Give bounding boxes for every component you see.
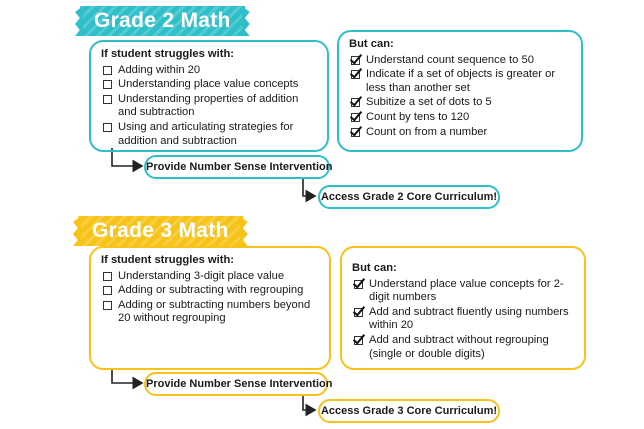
list-item: Indicate if a set of objects is greater or less than another set <box>349 68 571 95</box>
grade3-struggles-list <box>101 270 319 326</box>
grade2-can-heading: But can: <box>349 38 394 50</box>
empty-checkbox-icon <box>103 123 112 132</box>
list-item: Count by tens to 120 <box>349 111 571 125</box>
grade3-struggles-heading: If student struggles with: <box>101 254 235 266</box>
list-item: Understand place value concepts for 2-digit numbers <box>352 278 574 305</box>
grade3-can-list <box>352 278 574 362</box>
list-item: Adding within 20 <box>101 64 317 78</box>
grade3-can-box <box>340 246 586 370</box>
grade3-struggles-box <box>89 246 331 370</box>
list-item: Add and subtract without regrouping (single or double digits) <box>352 334 574 361</box>
checked-box-icon <box>351 56 360 65</box>
grade3-curriculum-arrow <box>303 396 315 410</box>
grade3-can-heading: But can: <box>352 262 397 274</box>
grade2-can-list <box>349 54 571 140</box>
checked-box-icon <box>354 336 363 345</box>
empty-checkbox-icon <box>103 272 112 281</box>
grade2-struggles-list <box>101 64 317 149</box>
list-item: Add and subtract fluently using numbers within 20 <box>352 306 574 333</box>
empty-checkbox-icon <box>103 80 112 89</box>
grade3-intervention-arrow <box>112 369 142 383</box>
empty-checkbox-icon <box>103 301 112 310</box>
checked-box-icon <box>351 128 360 137</box>
grade2-struggles-box <box>89 40 329 152</box>
grade2-can-box <box>337 30 583 152</box>
checked-box-icon <box>351 113 360 122</box>
grade2-title: Grade 2 Math <box>94 9 231 32</box>
list-item: Understanding place value concepts <box>101 78 317 92</box>
list-item: Adding or subtracting with regrouping <box>101 284 319 298</box>
checked-box-icon <box>351 98 360 107</box>
list-item: Understanding 3-digit place value <box>101 270 319 284</box>
grade2-curriculum-arrow <box>303 178 315 196</box>
grade3-title-banner <box>78 216 243 246</box>
grade2-title-banner <box>80 6 245 36</box>
list-item: Adding or subtracting numbers beyond 20 without regrouping <box>101 299 319 326</box>
grade2-curriculum-pill: Access Grade 2 Core Curriculum! <box>318 185 500 209</box>
list-item: Count on from a number <box>349 126 571 140</box>
checked-box-icon <box>354 308 363 317</box>
empty-checkbox-icon <box>103 66 112 75</box>
grade2-struggles-heading: If student struggles with: <box>101 48 235 60</box>
grade2-intervention-pill: Provide Number Sense Intervention <box>144 155 330 179</box>
list-item: Understand count sequence to 50 <box>349 54 571 68</box>
checked-box-icon <box>354 280 363 289</box>
empty-checkbox-icon <box>103 95 112 104</box>
list-item: Subitize a set of dots to 5 <box>349 96 571 110</box>
checked-box-icon <box>351 70 360 79</box>
empty-checkbox-icon <box>103 286 112 295</box>
grade3-curriculum-pill: Access Grade 3 Core Curriculum! <box>318 399 500 423</box>
list-item: Using and articulating strategies for addition and subtraction <box>101 121 317 148</box>
list-item: Understanding properties of addition and subtraction <box>101 93 317 120</box>
grade3-intervention-pill: Provide Number Sense Intervention <box>144 372 328 396</box>
grade3-title: Grade 3 Math <box>92 219 229 242</box>
